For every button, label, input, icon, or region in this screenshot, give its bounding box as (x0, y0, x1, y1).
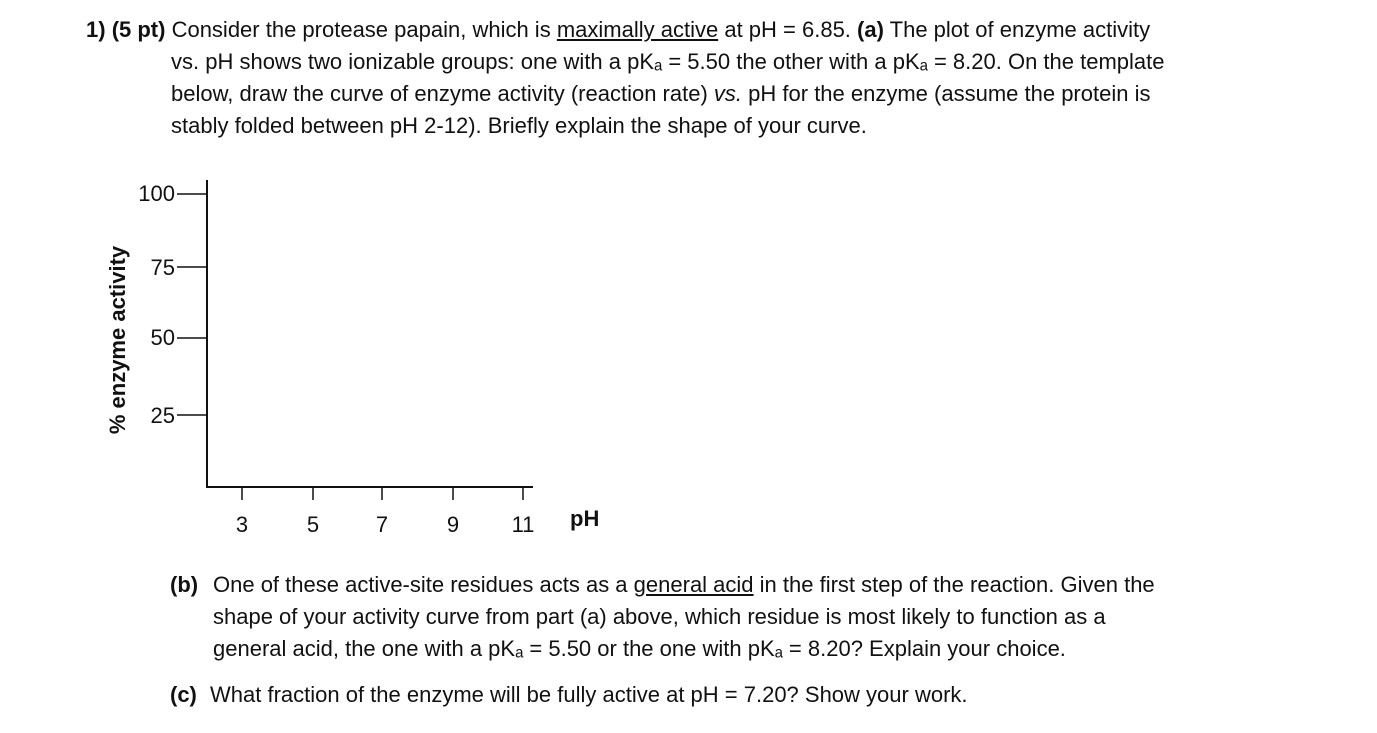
part-b-line-1 (170, 569, 1155, 601)
general-acid-text: general acid (633, 572, 754, 597)
x-tick-label-5: 5 (306, 512, 320, 537)
part-b-line-2: shape of your activity curve from part (a) above, which residue is most likely to function as a (213, 604, 1106, 629)
question-number: 1) (86, 17, 106, 42)
question-intro: Consider the protease papain, which is (171, 17, 551, 42)
x-tick-label-11: 11 (511, 512, 535, 537)
question-line-1-end: The plot of enzyme activity (889, 17, 1151, 42)
x-tick-label-7: 7 (375, 512, 389, 537)
part-b (170, 569, 1155, 665)
versus-text: vs. (713, 81, 743, 106)
part-b-line-3: general acid, the one with a pKₐ = 5.50 or the one with pKₐ = 8.20? Explain your choice. (213, 636, 1066, 661)
y-tick-label-75: 75 (150, 255, 175, 280)
x-tick-label-3: 3 (235, 512, 249, 537)
maximally-active-text: maximally active (556, 17, 719, 42)
part-c-label: (c) (170, 682, 197, 707)
part-c-text: What fraction of the enzyme will be fully active at pH = 7.20? Show your work. (210, 682, 968, 707)
y-axis-title: % enzyme activity (105, 245, 130, 435)
x-axis-title: pH (570, 506, 600, 531)
question-line-4: stably folded between pH 2-12). Briefly explain the shape of your curve. (171, 113, 867, 138)
part-c (170, 679, 968, 711)
x-tick-label-9: 9 (446, 512, 460, 537)
part-b-line-1-b: in the first step of the reaction. Given the (759, 572, 1155, 597)
y-tick-label-25: 25 (150, 403, 175, 428)
y-tick-label-50: 50 (150, 325, 175, 350)
part-b-line-1-a: One of these active-site residues acts as a (213, 572, 628, 597)
part-a-label: (a) (857, 17, 884, 42)
part-b-label: (b) (170, 572, 199, 597)
optimum-ph-text: at pH = 6.85. (724, 17, 851, 42)
question-line-3-a: below, draw the curve of enzyme activity (reaction rate) (171, 81, 708, 106)
y-tick-label-100: 100 (138, 181, 175, 206)
question-line-3-b: pH for the enzyme (assume the protein is (748, 81, 1151, 106)
question-points: (5 pt) (111, 17, 166, 42)
question-line-2: vs. pH shows two ionizable groups: one with a pKₐ = 5.50 the other with a pKₐ = 8.20. On the template (171, 49, 1165, 74)
